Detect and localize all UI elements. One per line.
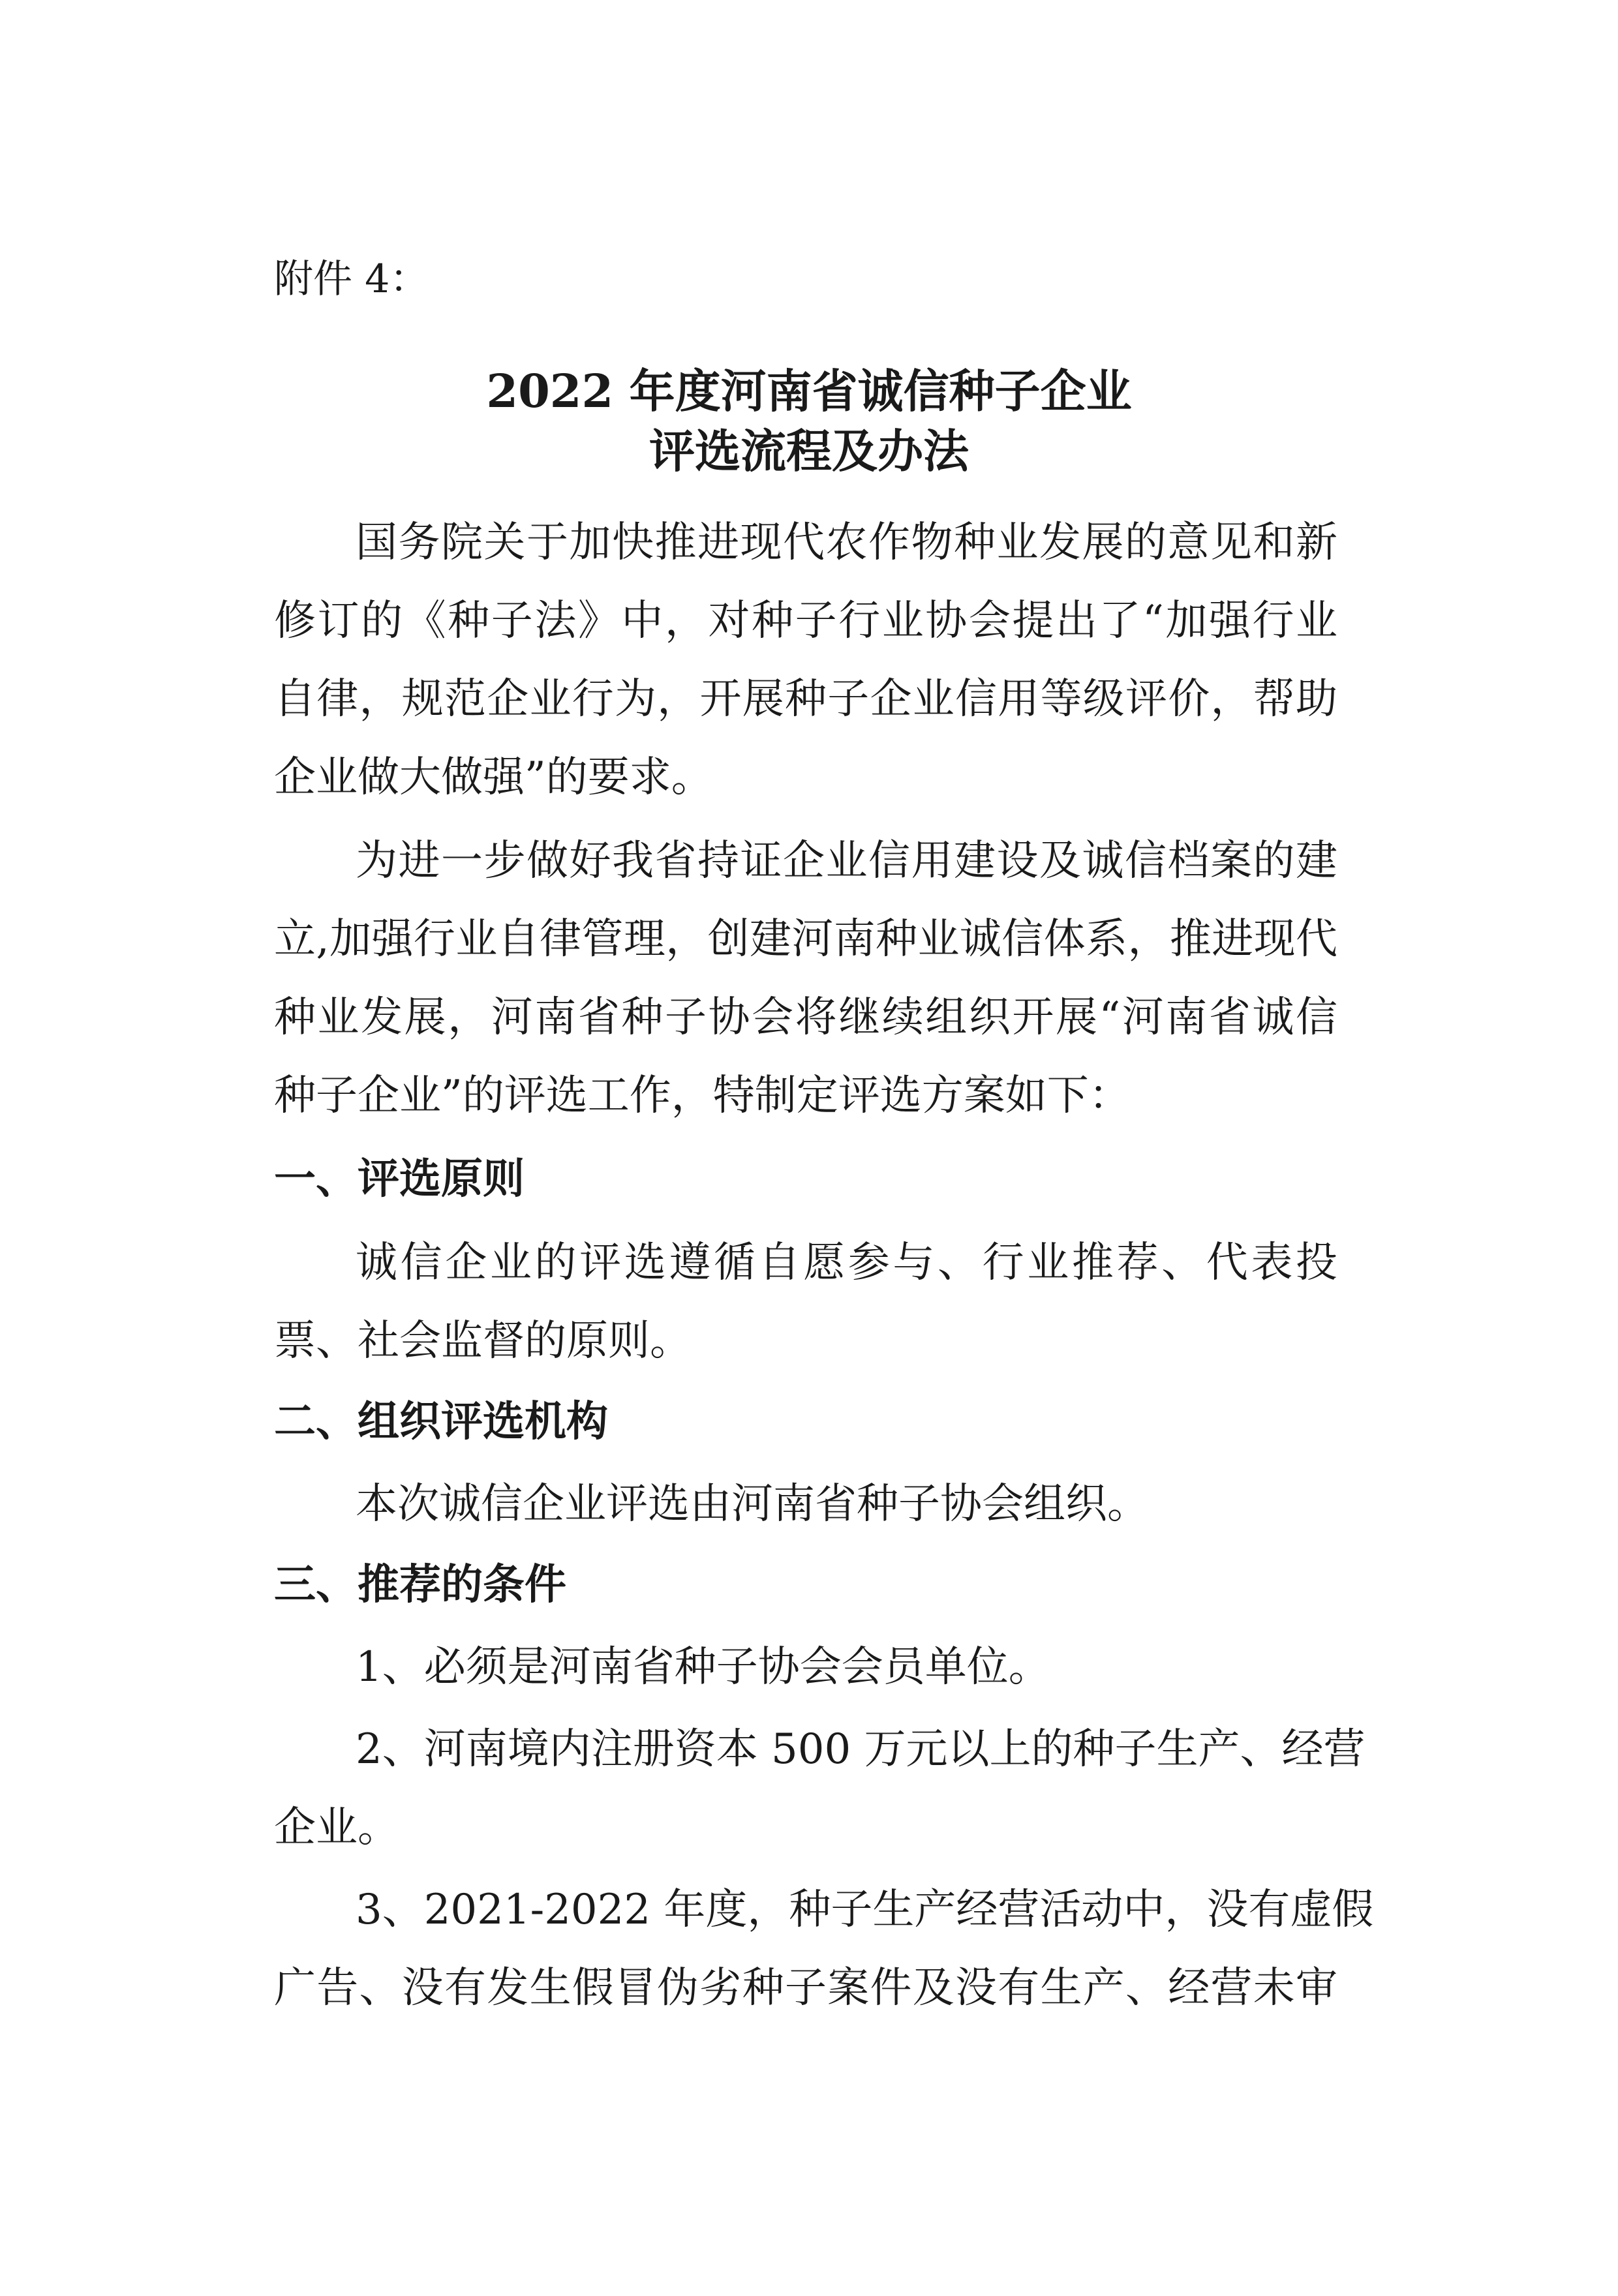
document-title-line-1: 2022 年度河南省诚信种子企业 <box>486 364 1132 418</box>
section-3-item-3-line-1: 3、2021-2022 年度，种子生产经营活动中，没有虚假 <box>356 1886 1374 1934</box>
section-3-item-2-line-1: 2、河南境内注册资本 500 万元以上的种子生产、经营 <box>356 1725 1366 1774</box>
document-title-line-2: 评选流程及办法 <box>649 424 969 478</box>
section-3-item-1: 1、必须是河南省种子协会会员单位。 <box>356 1643 1050 1691</box>
intro-paragraph-1-line-4: 企业做大做强”的要求。 <box>274 753 713 802</box>
section-1-line-2: 票、社会监督的原则。 <box>274 1317 692 1365</box>
intro-paragraph-2-line-1: 为进一步做好我省持证企业信用建设及诚信档案的建 <box>356 837 1337 885</box>
section-3-heading: 三、推荐的条件 <box>274 1560 566 1609</box>
intro-paragraph-1-line-3: 自律，规范企业行为，开展种子企业信用等级评价，帮助 <box>274 675 1337 723</box>
section-1-line-1: 诚信企业的评选遵循自愿参与、行业推荐、代表投 <box>356 1239 1337 1287</box>
intro-paragraph-2-line-2: 立,加强行业自律管理，创建河南种业诚信体系，推进现代 <box>274 915 1337 963</box>
intro-paragraph-2-line-4: 种子企业”的评选工作，特制定评选方案如下： <box>274 1072 1131 1120</box>
section-3-item-3-line-2: 广告、没有发生假冒伪劣种子案件及没有生产、经营未审 <box>274 1964 1337 2012</box>
section-2-heading: 二、组织评选机构 <box>274 1397 608 1446</box>
section-2-line-1: 本次诚信企业评选由河南省种子协会组织。 <box>356 1480 1149 1528</box>
section-1-heading: 一、评选原则 <box>274 1155 525 1203</box>
intro-paragraph-1-line-1: 国务院关于加快推进现代农作物种业发展的意见和新 <box>356 519 1337 567</box>
attachment-label: 附件 4： <box>274 256 429 302</box>
section-3-item-2-line-2: 企业。 <box>274 1804 399 1852</box>
intro-paragraph-1-line-2: 修订的《种子法》中，对种子行业协会提出了“加强行业 <box>274 597 1337 645</box>
intro-paragraph-2-line-3: 种业发展，河南省种子协会将继续组织开展“河南省诚信 <box>274 993 1337 1042</box>
